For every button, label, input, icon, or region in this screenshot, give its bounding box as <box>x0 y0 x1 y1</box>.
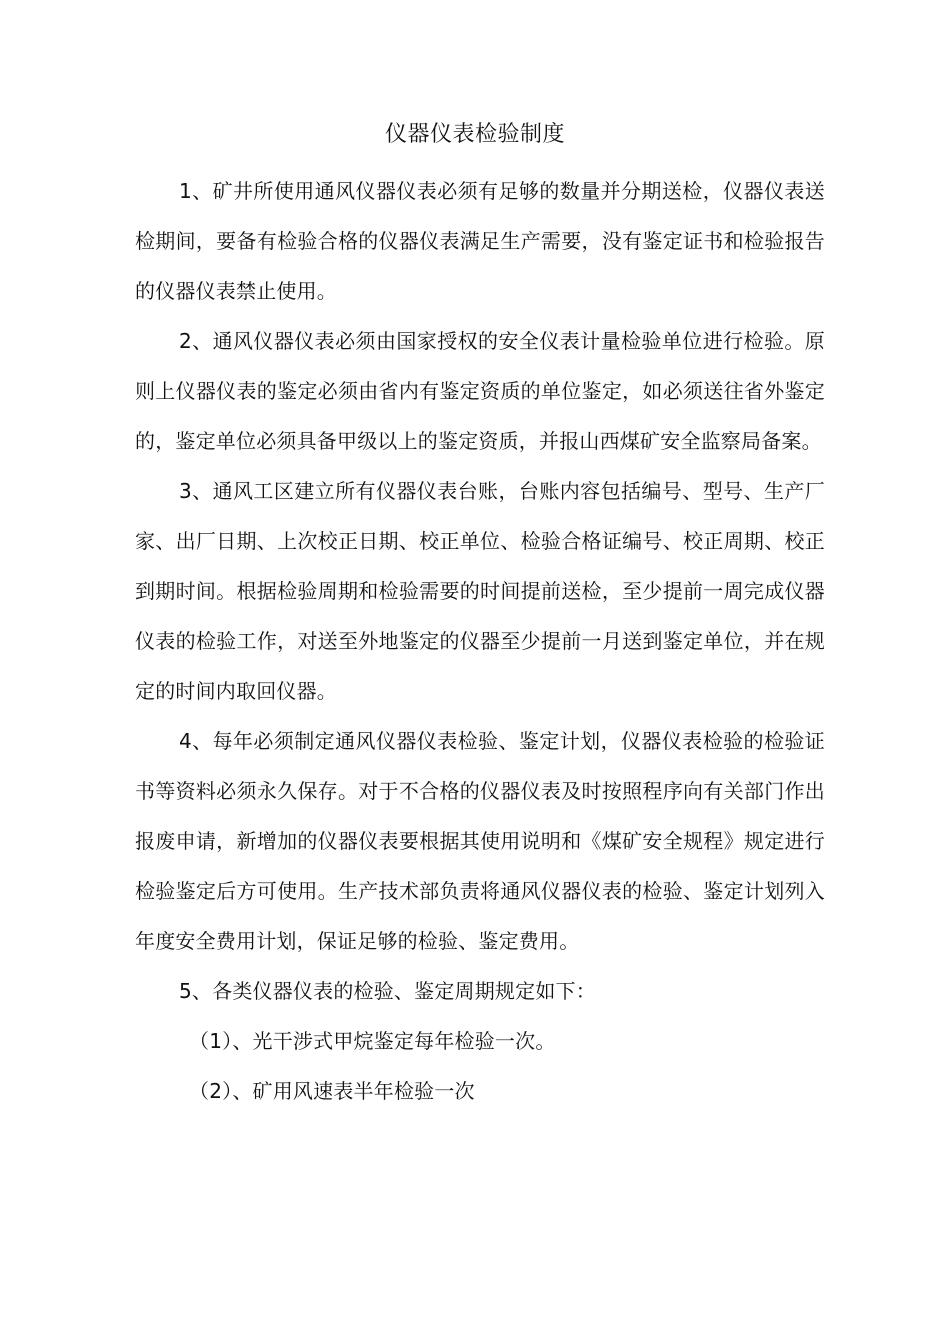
paragraph-3: 3、通风工区建立所有仪器仪表台账，台账内容包括编号、型号、生产厂家、出厂日期、上次校正日期、校正单位、检验合格证编号、校正周期、校正到期时间。根据检验周期和检验需要的时间提前送检，至少提前一周完成仪器仪表的检验工作，对送至外地鉴定的仪器至少提前一月送到鉴定单位，并在规定的时间内取回仪器。 <box>135 479 825 703</box>
paragraph-2: 2、通风仪器仪表必须由国家授权的安全仪表计量检验单位进行检验。原则上仪器仪表的鉴定必须由省内有鉴定资质的单位鉴定，如必须送往省外鉴定的，鉴定单位必须具备甲级以上的鉴定资质，并报山西煤矿安全监察局备案。 <box>135 329 825 453</box>
sub-item-1: （1）、光干涉式甲烷鉴定每年检验一次。 <box>189 1029 556 1053</box>
sub-item-2: （2）、矿用风速表半年检验一次 <box>189 1079 475 1103</box>
paragraph-5: 5、各类仪器仪表的检验、鉴定周期规定如下： <box>179 979 596 1003</box>
paragraph-4: 4、每年必须制定通风仪器仪表检验、鉴定计划，仪器仪表检验的检验证书等资料必须永久保存。对于不合格的仪器仪表及时按照程序向有关部门作出报废申请，新增加的仪器仪表要根据其使用说明和《煤矿安全规程》规定进行检验鉴定后方可使用。生产技术部负责将通风仪器仪表的检验、鉴定计划列入年度安全费用计划，保证足够的检验、鉴定费用。 <box>135 729 825 953</box>
paragraph-1: 1、矿井所使用通风仪器仪表必须有足够的数量并分期送检，仪器仪表送检期间，要备有检验合格的仪器仪表满足生产需要，没有鉴定证书和检验报告的仪器仪表禁止使用。 <box>135 179 825 303</box>
document-body <box>135 166 825 1116</box>
document-title: 仪器仪表检验制度 <box>384 122 565 147</box>
